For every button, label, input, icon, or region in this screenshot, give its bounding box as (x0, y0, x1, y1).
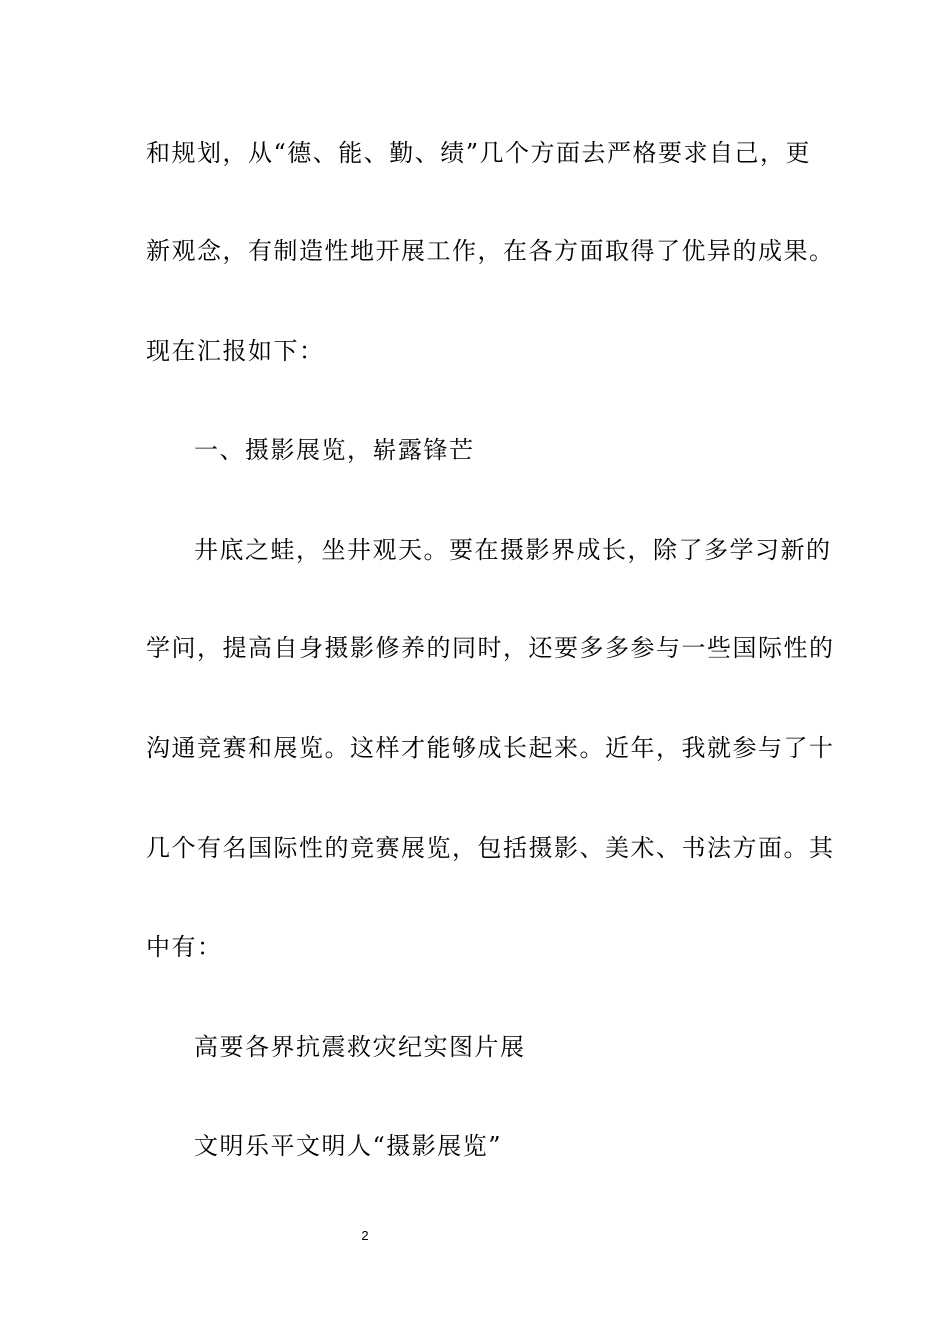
body-text-line: 和规划，从“德、能、勤、绩”几个方面去严格要求自己，更 (146, 139, 812, 167)
body-text-line: 井底之蛙，坐井观天。要在摄影界成长，除了多学习新的 (194, 536, 832, 564)
page-number: 2 (361, 1228, 369, 1243)
body-text-line: 沟通竞赛和展览。这样才能够成长起来。近年，我就参与了十 (146, 734, 835, 762)
body-text-line: 现在汇报如下： (146, 337, 325, 365)
body-text-line: 中有： (146, 933, 223, 961)
section-heading: 一、摄影展览，崭露锋芒 (194, 436, 475, 464)
body-text-line: 几个有名国际性的竞赛展览，包括摄影、美术、书法方面。其 (146, 834, 835, 862)
body-text-line: 学问，提高自身摄影修养的同时，还要多多参与一些国际性的 (146, 634, 835, 662)
body-text-line: 新观念，有制造性地开展工作，在各方面取得了优异的成果。 (146, 237, 835, 265)
list-item: 文明乐平文明人“摄影展览” (194, 1132, 503, 1160)
list-item: 高要各界抗震救灾纪实图片展 (194, 1033, 526, 1061)
